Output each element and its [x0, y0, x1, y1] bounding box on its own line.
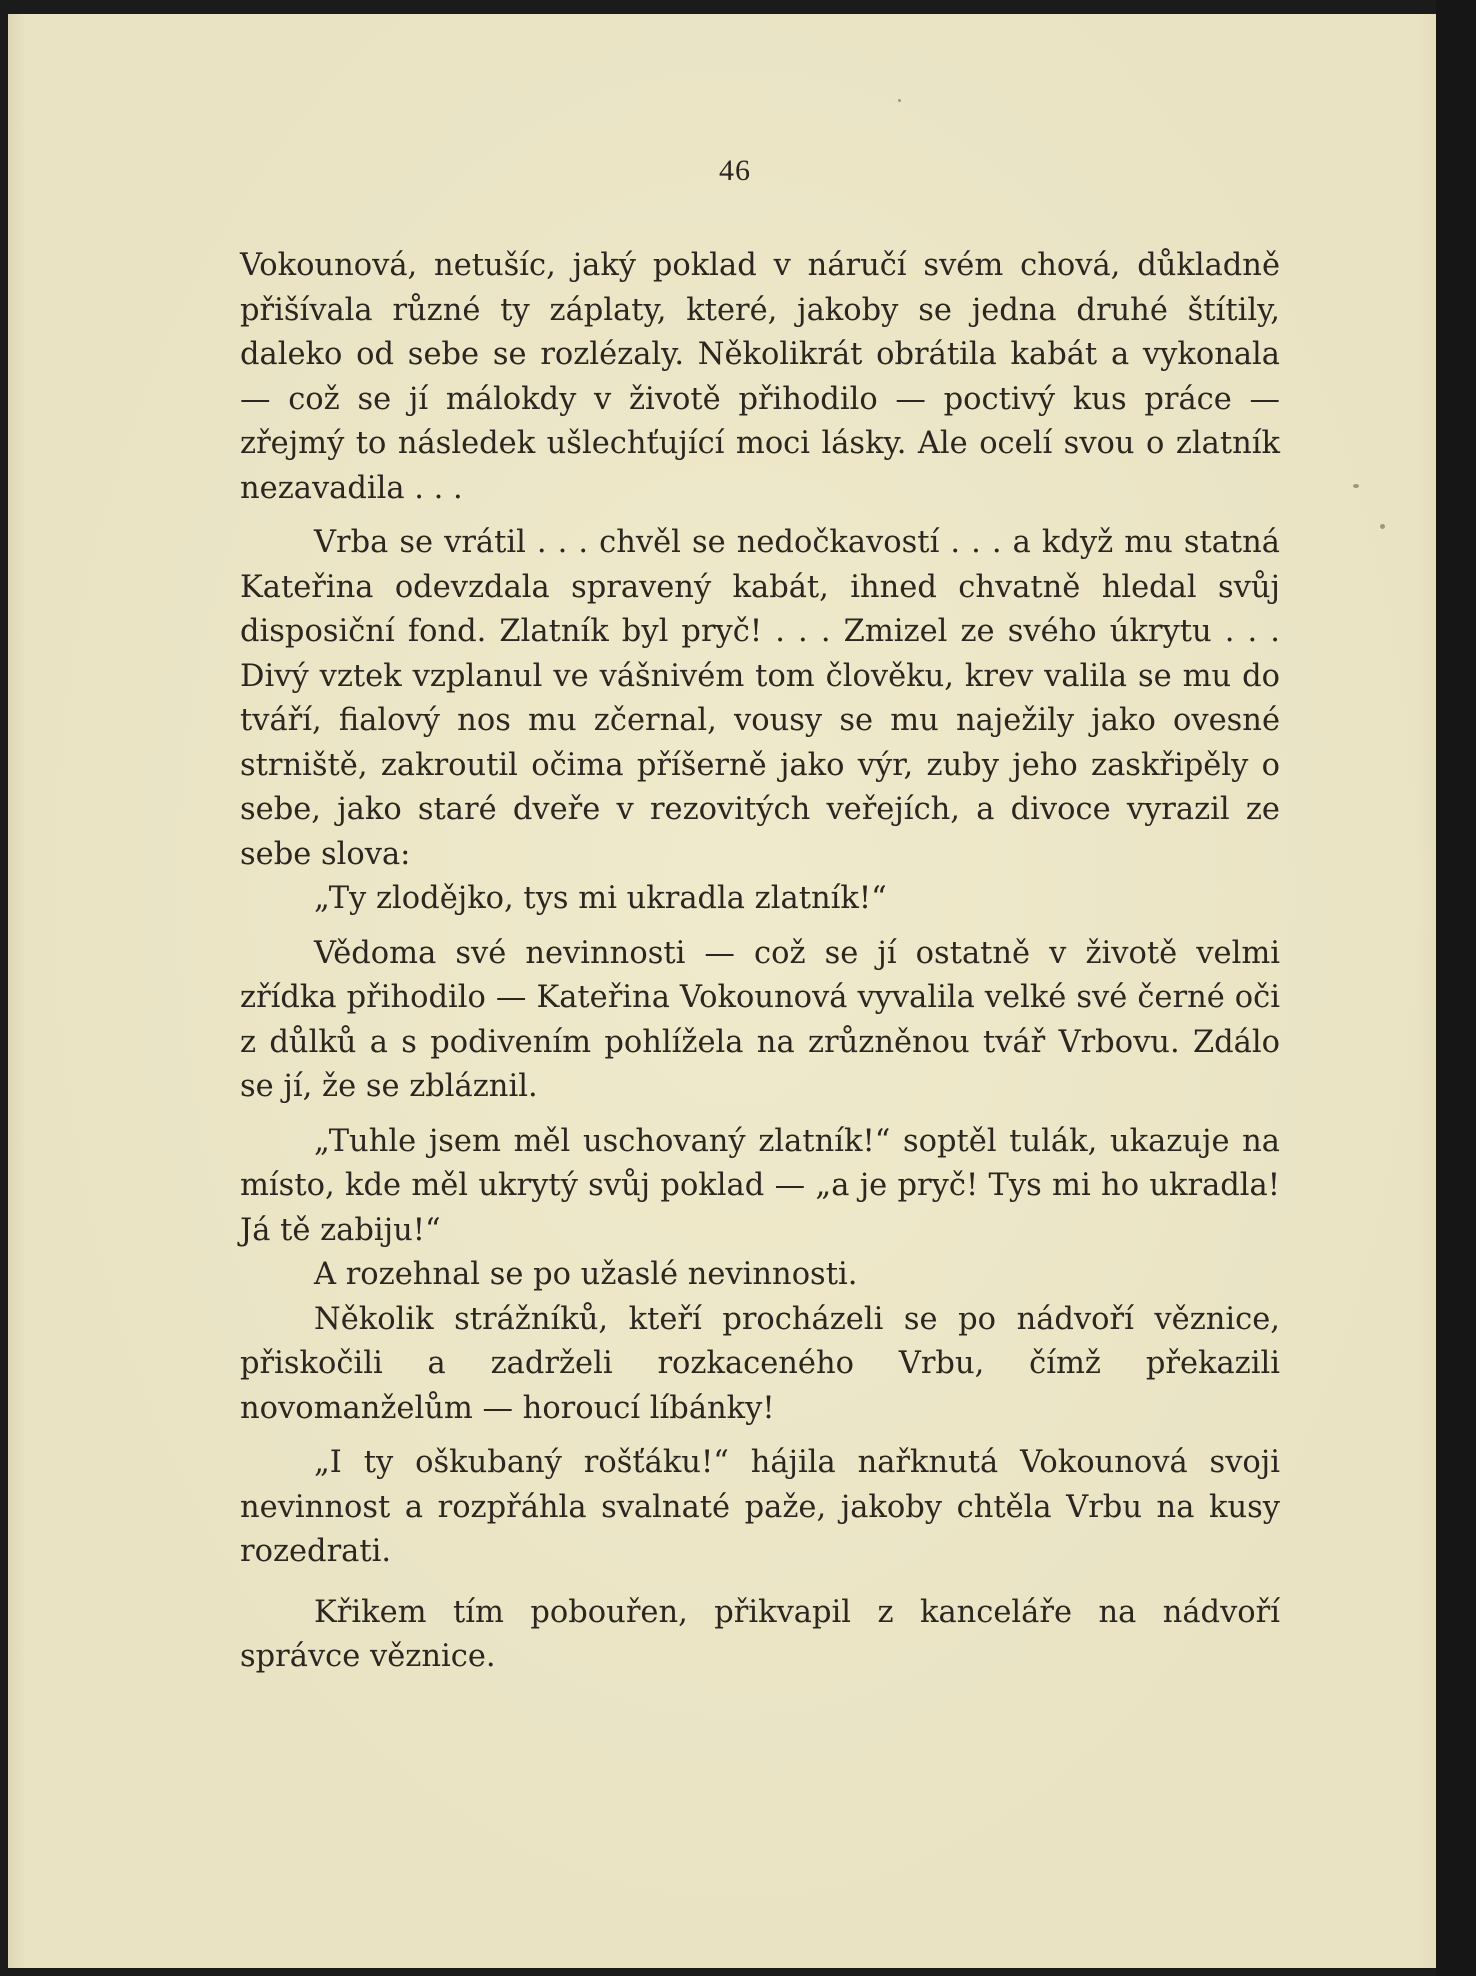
paragraph-5: „Tuhle jsem měl uschovaný zlatník!“ soptěl tulák, ukazuje na místo, kde měl ukrytý svůj poklad — „a je pryč! Tys mi ho ukradla! Já tě zabiju!“ — [240, 1123, 1280, 1248]
paragraph-1: Vokounová, netušíc, jaký poklad v náručí svém chová, důkladně přišívala různé ty záplaty, které, jakoby se jedna druhé štítily, daleko od sebe se rozlézaly. Několikrát obrátila kabát a vykonala — což se jí málokdy v životě přihodilo — poctivý kus práce — zřejmý to následek ušlechťující moci lásky. Ale ocelí svou o zlatník nezavadila . . . — [240, 248, 1280, 506]
page-number: 46 — [719, 154, 751, 187]
book-page — [8, 14, 1462, 1968]
paper-speck — [898, 99, 901, 102]
paragraph-2: Vrba se vrátil . . . chvěl se nedočkavostí . . . a když mu statná Kateřina odevzdala spravený kabát, ihned chvatně hledal svůj disposiční fond. Zlatník byl pryč! . . . Zmizel ze svého úkrytu . . . Divý vztek vzplanul ve vášnivém tom člověku, krev valila se mu do tváří, fialový nos mu zčernal, vousy se mu naježily jako ovesné strniště, zakroutil očima příšerně jako výr, zuby jeho zaskřipěly o sebe, jako staré dveře v rezovitých veřejích, a divoce vyrazil ze sebe slova: — [240, 525, 1280, 872]
paragraph-9: Křikem tím pobouřen, přikvapil z kanceláře na nádvoří správce věznice. — [240, 1594, 1280, 1674]
paragraph-6: A rozehnal se po užaslé nevinnosti. — [314, 1257, 858, 1292]
paragraph-4: Vědoma své nevinnosti — což se jí ostatně v životě velmi zřídka přihodilo — Kateřina Vokounová vyvalila velké své černé oči z důlků a s podivením pohlížela na zrůzněnou tvář Vrbovu. Zdálo se jí, že se zbláznil. — [240, 935, 1280, 1104]
scan-edge — [1436, 0, 1476, 1976]
paper-speck — [1380, 524, 1385, 529]
paragraph-7: Několik strážníků, kteří procházeli se po nádvoří věznice, přiskočili a zadrželi rozkaceného Vrbu, čímž překazili novomanželům — horoucí líbánky! — [240, 1301, 1280, 1426]
body-text — [240, 244, 1280, 1680]
paper-speck — [1353, 484, 1359, 488]
paragraph-8: „I ty oškubaný rošťáku!“ hájila nařknutá Vokounová svoji nevinnost a rozpřáhla svalnaté paže, jakoby chtěla Vrbu na kusy rozedrati. — [240, 1445, 1280, 1569]
paragraph-3: „Ty zlodějko, tys mi ukradla zlatník!“ — [314, 881, 887, 916]
